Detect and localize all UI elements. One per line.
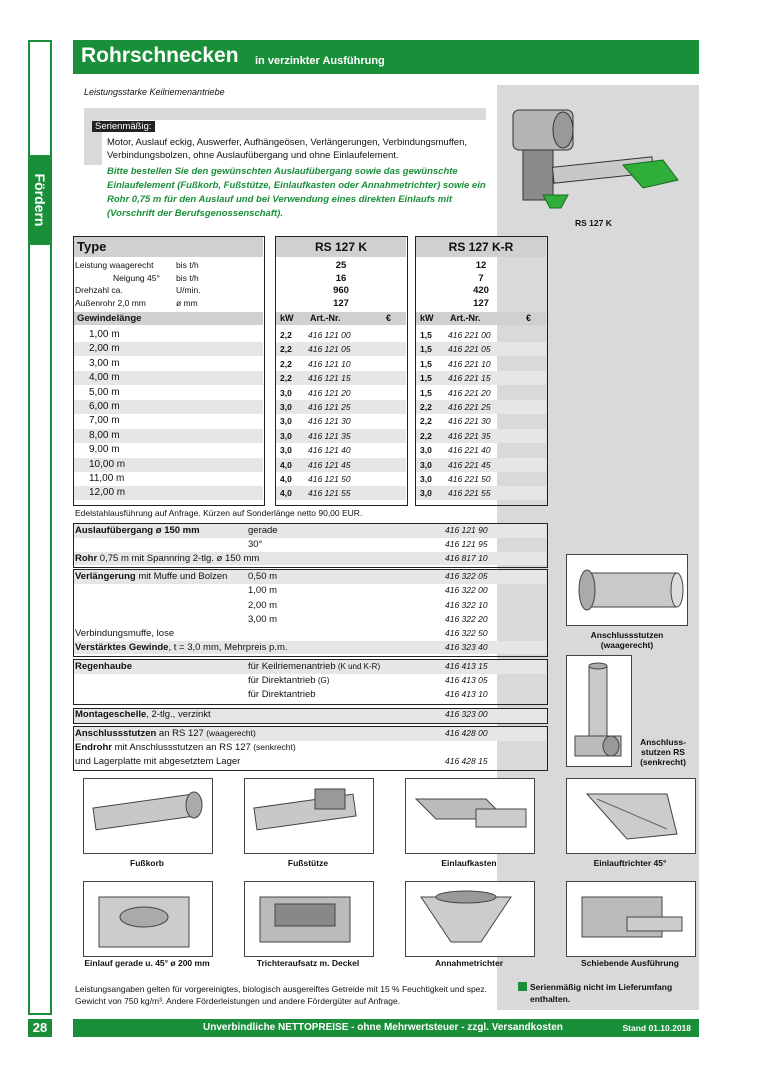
gallery-image — [405, 881, 535, 957]
gallery-image — [83, 881, 213, 957]
kw-a: 2,2 — [280, 344, 292, 355]
auslauf-30: 30° — [248, 539, 263, 550]
end-text: mit Anschlussstutzen an RS 127 — [111, 742, 251, 753]
kw-a: 2,2 — [280, 330, 292, 340]
auslauf-gerade: gerade — [248, 525, 278, 536]
spec-row-label: Drehzahl ca. — [75, 285, 123, 295]
muffe-nr: 416 322 50 — [445, 628, 488, 638]
kw-a: 3,0 — [280, 387, 292, 398]
page-number: 28 — [28, 1019, 52, 1037]
kw-a: 3,0 — [280, 416, 292, 427]
art-a: 416 121 30 — [308, 416, 351, 427]
kw-b: 2,2 — [420, 402, 432, 412]
length-label: 8,00 m — [89, 429, 120, 441]
art-b: 416 221 05 — [448, 344, 491, 355]
regen-option — [248, 675, 329, 686]
main-image-caption: RS 127 K — [575, 218, 612, 228]
caption-anschluss-waagerecht: Anschlussstutzen (waagerecht) — [590, 630, 664, 650]
spec-row-value-b: 127 — [473, 297, 489, 309]
kw-b: 1,5 — [420, 344, 432, 355]
art-a: 416 121 35 — [308, 430, 351, 441]
col-art-a: Art.-Nr. — [310, 313, 341, 323]
spec-row-value-b: 420 — [473, 285, 489, 296]
monta-label: Montageschelle — [75, 709, 147, 720]
art-b: 416 221 40 — [448, 445, 491, 456]
gallery-caption: Trichteraufsatz m. Deckel — [256, 958, 360, 968]
kw-b: 2,2 — [420, 416, 432, 427]
page-subtitle: in verzinkter Ausführung — [255, 55, 385, 67]
art-b: 416 221 55 — [448, 488, 491, 499]
end-row — [75, 742, 296, 753]
gallery-caption: Fußstütze — [287, 858, 329, 868]
length-label: 1,00 m — [89, 329, 120, 340]
gallery-image — [83, 778, 213, 854]
art-a: 416 121 05 — [308, 344, 351, 355]
verl-label: Verlängerung — [75, 571, 136, 582]
length-label: 4,00 m — [89, 372, 120, 384]
kw-a: 2,2 — [280, 358, 292, 369]
legend-text: Serienmäßig nicht im Lieferumfang enthalten. — [530, 982, 673, 1004]
art-b: 416 221 25 — [448, 402, 491, 412]
ans-text: an RS 127 — [156, 728, 204, 739]
spec-footnote: Edelstahlausführung auf Anfrage. Kürzen auf Sonderlänge netto 90,00 EUR. — [75, 508, 363, 518]
spec-row-value-a: 16 — [335, 272, 347, 284]
gallery-image — [566, 778, 696, 854]
spec-row-label: Neigung 45° — [113, 272, 160, 283]
ans-small: (waagerecht) — [203, 728, 256, 738]
verl-nr: 416 322 20 — [445, 613, 488, 624]
gallery-image — [405, 778, 535, 854]
art-b: 416 221 50 — [448, 474, 491, 484]
end-nr: 416 428 15 — [445, 756, 488, 766]
verst-nr: 416 323 40 — [445, 642, 488, 652]
spec-row-value-a: 960 — [333, 285, 349, 296]
page-header — [73, 40, 699, 74]
section-tab-label: Fördern — [32, 173, 48, 227]
kw-a: 2,2 — [280, 373, 292, 384]
kw-a: 4,0 — [280, 474, 292, 484]
serien-label: Serienmäßig: — [92, 121, 155, 132]
spec-row-unit: bis t/h — [176, 272, 199, 283]
regen-option — [248, 689, 316, 700]
col-header-a — [276, 312, 406, 325]
page-footer — [73, 1019, 699, 1037]
regen-option-text: für Direktantrieb — [248, 689, 316, 700]
art-b: 416 221 00 — [448, 330, 491, 340]
rohr-text: 0,75 m mit Spannring 2-tlg. ø 150 mm — [97, 553, 260, 564]
kw-b: 3,0 — [420, 474, 432, 484]
rohr-nr: 416 817 10 — [445, 553, 488, 563]
rohr-row — [75, 553, 259, 564]
bottom-note: Leistungsangaben gelten für vorgereinigtes, biologisch ausgereiftes Getreide mit 15 % Feuchtigkeit und spez. Gewicht von 750 kg/m³. Andere Förderleistungen und andere Fördergüter auf Anfrage. — [75, 984, 488, 1006]
art-b: 416 221 20 — [448, 387, 491, 398]
kw-b: 1,5 — [420, 373, 432, 384]
verst-text: , t = 3,0 mm, Mehrpreis p.m. — [168, 642, 288, 653]
col-kw-b: kW — [420, 313, 434, 323]
length-label: 11,00 m — [89, 473, 125, 484]
regen-nr: 416 413 15 — [445, 661, 488, 671]
gallery-caption: Einlaufkasten — [441, 858, 497, 868]
art-a: 416 121 40 — [308, 445, 351, 456]
kw-a: 3,0 — [280, 402, 292, 412]
gallery-image — [566, 881, 696, 957]
verl-row — [75, 571, 227, 582]
art-a: 416 121 45 — [308, 459, 351, 470]
verl-length: 1,00 m — [248, 585, 278, 597]
model-a-label: RS 127 K — [276, 237, 406, 257]
regen-option — [248, 661, 380, 672]
art-a: 416 121 15 — [308, 373, 351, 384]
regen-option-small: (G) — [315, 676, 330, 685]
end-small: (senkrecht) — [250, 742, 296, 752]
regen-option-small: (K und K-R) — [335, 662, 381, 671]
art-b: 416 221 30 — [448, 416, 491, 427]
gallery-caption: Schiebende Ausführung — [581, 958, 679, 968]
col-art-b: Art.-Nr. — [450, 313, 481, 323]
spec-row-value-b: 7 — [478, 272, 484, 284]
regen-nr: 416 413 05 — [445, 675, 488, 685]
footer-date: Stand 01.10.2018 — [622, 1023, 691, 1033]
gallery-caption: Einlauf gerade u. 45° ø 200 mm — [84, 958, 210, 968]
gallery-image — [244, 881, 374, 957]
regen-label: Regenhaube — [75, 661, 133, 672]
length-label: 10,00 m — [89, 458, 126, 470]
gallery-image — [244, 778, 374, 854]
kw-b: 1,5 — [420, 387, 432, 398]
spec-row-label: Außenrohr 2,0 mm — [75, 297, 146, 308]
length-label: 9,00 m — [89, 444, 120, 456]
regen-option-text: für Direktantrieb — [248, 675, 316, 686]
verl-length: 3,00 m — [248, 613, 278, 625]
spec-row-value-a: 25 — [335, 260, 347, 271]
rohr-label: Rohr — [75, 553, 98, 564]
kw-a: 3,0 — [280, 445, 292, 456]
image-anschluss-senkrecht — [566, 655, 632, 767]
image-anschluss-waagerecht — [566, 554, 688, 626]
gallery-caption: Annahmetrichter — [434, 958, 503, 968]
serien-bar — [84, 108, 486, 120]
section-tab — [28, 155, 52, 245]
ans-label: Anschlussstutzen — [75, 728, 157, 739]
model-b-label: RS 127 K-R — [416, 237, 546, 257]
product-image-rs127k — [503, 100, 693, 210]
verst-row — [75, 642, 288, 653]
kw-b: 3,0 — [420, 445, 432, 456]
spec-row-unit: ø mm — [176, 297, 198, 308]
art-a: 416 121 20 — [308, 387, 351, 398]
verl-text: mit Muffe und Bolzen — [135, 571, 228, 582]
col-kw-a: kW — [280, 313, 294, 323]
end-row-2: und Lagerplatte mit abgesetztem Lager — [75, 756, 241, 767]
regen-option-text: für Keilriemenantrieb — [248, 661, 336, 672]
verl-length: 2,00 m — [248, 599, 278, 611]
col-eur-a: € — [386, 313, 392, 323]
kw-b: 1,5 — [420, 358, 432, 369]
kw-b: 2,2 — [420, 430, 432, 441]
art-b: 416 221 10 — [448, 358, 491, 369]
art-b: 416 221 15 — [448, 373, 491, 384]
verl-length: 0,50 m — [248, 571, 278, 582]
spec-row-value-b: 12 — [475, 260, 487, 271]
kw-a: 4,0 — [280, 459, 292, 470]
spec-row-unit: bis t/h — [176, 260, 199, 270]
kw-b: 1,5 — [420, 330, 432, 340]
length-label: 5,00 m — [89, 386, 120, 398]
col-header-b — [416, 312, 546, 325]
length-label: 3,00 m — [89, 357, 120, 369]
art-b: 416 221 45 — [448, 459, 491, 470]
art-a: 416 121 00 — [308, 330, 351, 340]
ans-row — [75, 728, 256, 739]
monta-nr: 416 323 00 — [445, 709, 488, 719]
verst-label: Verstärktes Gewinde — [75, 642, 169, 653]
verl-nr: 416 322 00 — [445, 585, 488, 596]
regen-nr: 416 413 10 — [445, 689, 488, 699]
gewinde-label: Gewindelänge — [74, 312, 263, 325]
gallery-caption: Einlauftrichter 45° — [593, 858, 667, 868]
muffe-label: Verbindungsmuffe, lose — [75, 628, 175, 639]
monta-text: , 2-tlg., verzinkt — [146, 709, 211, 720]
art-b: 416 221 35 — [448, 430, 491, 441]
length-label: 12,00 m — [89, 487, 126, 499]
art-a: 416 121 55 — [308, 488, 351, 499]
col-eur-b: € — [526, 313, 532, 323]
kw-b: 3,0 — [420, 488, 432, 499]
tagline: Leistungsstarke Keilriemenantriebe — [84, 87, 225, 97]
serien-text: Motor, Auslauf eckig, Auswerfer, Aufhängeösen, Verlängerungen, Verbindungsmuffen, Verbindungsbolzen, ohne Auslaufübergang und ohne Einlaufelement. — [107, 137, 468, 161]
spec-row-unit: U/min. — [176, 285, 201, 295]
art-a: 416 121 10 — [308, 358, 351, 369]
kw-a: 4,0 — [280, 488, 292, 499]
length-label: 6,00 m — [89, 401, 120, 412]
accessory-gallery — [83, 778, 691, 978]
end-label: Endrohr — [75, 742, 112, 753]
verl-nr: 416 322 05 — [445, 571, 488, 581]
gallery-caption: Fußkorb — [130, 858, 164, 868]
spec-row-value-a: 127 — [333, 297, 349, 309]
type-label: Type — [74, 237, 263, 257]
kw-b: 3,0 — [420, 459, 432, 470]
page-title: Rohrschnecken — [81, 44, 239, 67]
art-a: 416 121 25 — [308, 402, 351, 412]
verl-nr: 416 322 10 — [445, 599, 488, 610]
ans-nr: 416 428 00 — [445, 728, 488, 738]
caption-anschluss-senkrecht: Anschluss-stutzen RS (senkrecht) — [640, 737, 686, 767]
length-label: 2,00 m — [89, 343, 120, 355]
kw-a: 3,0 — [280, 430, 292, 441]
footer-text: Unverbindliche NETTOPREISE - ohne Mehrwertsteuer - zzgl. Versandkosten — [203, 1022, 563, 1033]
auslauf-30-nr: 416 121 95 — [445, 539, 488, 549]
art-a: 416 121 50 — [308, 474, 351, 484]
spec-row-label: Leistung waagerecht — [75, 260, 154, 270]
auslauf-gerade-nr: 416 121 90 — [445, 525, 488, 535]
auslauf-label: Auslaufübergang ø 150 mm — [75, 525, 200, 536]
length-label: 7,00 m — [89, 415, 120, 427]
legend-swatch — [518, 982, 527, 991]
order-note: Bitte bestellen Sie den gewünschten Auslaufübergang sowie das gewünschte Einlaufelement (Fußkorb, Fußstütze, Einlaufkasten oder Annahmetrichter) sowie ein Rohr 0,75 m für den Auslauf und bei Verwendung eines direkten Einlaufs mit (Vorschrift der Berufsgenossenschaft). — [107, 166, 486, 219]
monta-row — [75, 709, 211, 720]
